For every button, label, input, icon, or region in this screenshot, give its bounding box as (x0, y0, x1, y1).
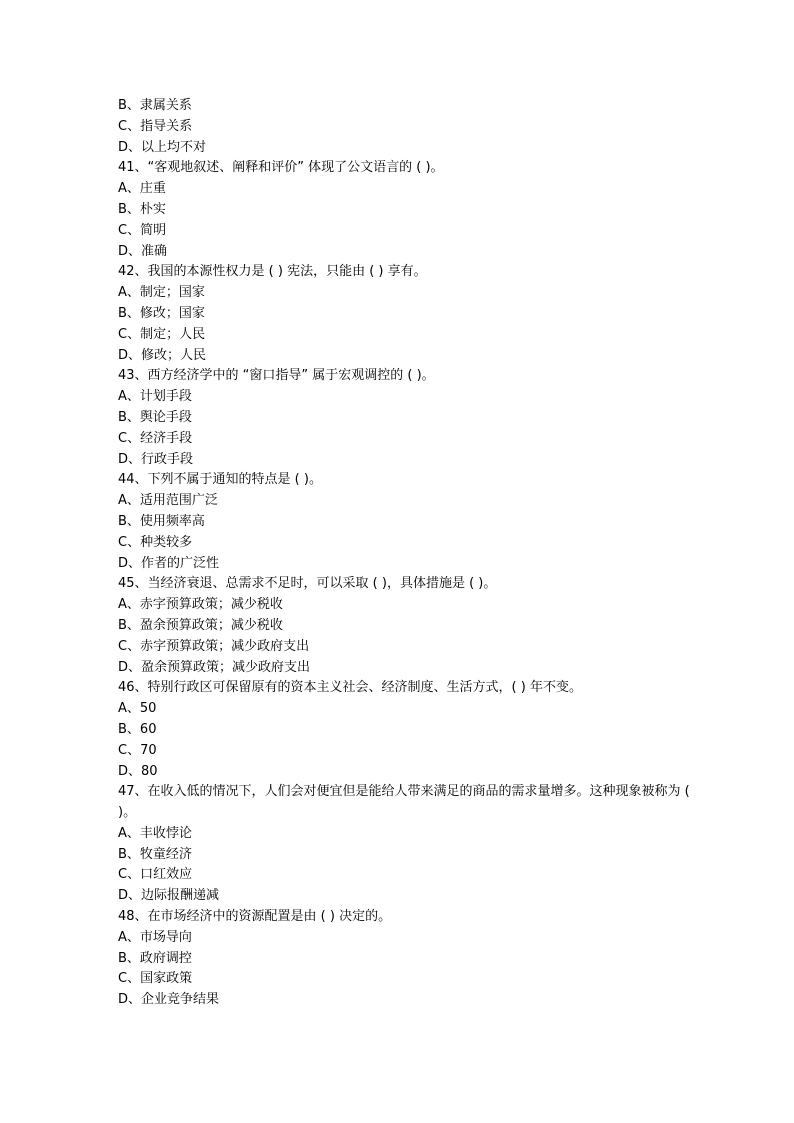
option-line: C、口红效应 (118, 867, 193, 883)
option-line: A、丰收悖论 (118, 825, 192, 841)
option-line: B、修改；国家 (118, 305, 205, 321)
option-line: D、作者的广泛性 (118, 555, 220, 571)
option-line: C、国家政策 (118, 971, 193, 987)
option-line: B、牧童经济 (118, 846, 192, 862)
question-43: 43、西方经济学中的 “窗口指导” 属于宏观调控的 ( )。 (118, 368, 435, 384)
question-44: 44、下列不属于通知的特点是 ( )。 (118, 472, 322, 488)
option-line: B、舆论手段 (118, 409, 192, 425)
option-line: A、庄重 (118, 181, 166, 197)
option-line: C、经济手段 (118, 430, 193, 446)
option-line: C、70 (118, 742, 157, 758)
question-46: 46、特别行政区可保留原有的资本主义社会、经济制度、生活方式，( ) 年不变。 (118, 680, 582, 696)
option-line: D、边际报酬递减 (118, 888, 220, 904)
option-line: B、60 (118, 721, 157, 737)
option-line: B、使用频率高 (118, 513, 205, 529)
option-line: D、企业竞争结果 (118, 992, 220, 1008)
option-line: B、隶属关系 (118, 98, 192, 113)
option-line: C、简明 (118, 222, 167, 238)
option-line: A、计划手段 (118, 389, 192, 405)
option-line: C、制定；人民 (118, 326, 206, 342)
question-41: 41、“客观地叙述、阐释和评价” 体现了公文语言的 ( )。 (118, 160, 444, 176)
option-line: C、指导关系 (118, 118, 193, 134)
option-line: D、修改；人民 (118, 347, 207, 363)
option-line: B、政府调控 (118, 950, 192, 966)
question-47: 47、在收入低的情况下，人们会对便宜但是能给人带来满足的商品的需求量增多。这种现象被称为 ( )。 (118, 784, 690, 821)
option-line: C、种类较多 (118, 534, 193, 550)
question-48: 48、在市场经济中的资源配置是由 ( ) 决定的。 (118, 909, 392, 925)
option-line: B、朴实 (118, 201, 166, 217)
option-line: A、50 (118, 701, 157, 717)
option-line: D、行政手段 (118, 451, 194, 467)
option-line: C、赤字预算政策；减少政府支出 (118, 638, 310, 654)
option-line: A、制定；国家 (118, 285, 205, 301)
question-45: 45、当经济衰退、总需求不足时，可以采取 ( )，具体措施是 ( )。 (118, 576, 497, 592)
document-page (118, 96, 698, 1011)
option-line: D、准确 (118, 243, 168, 259)
option-line: A、适用范围广泛 (118, 493, 218, 509)
option-line: A、赤字预算政策；减少税收 (118, 597, 283, 613)
option-line: D、以上均不对 (118, 139, 207, 155)
option-line: B、盈余预算政策；减少税收 (118, 617, 283, 633)
question-42: 42、我国的本源性权力是 ( ) 宪法，只能由 ( ) 享有。 (118, 264, 427, 280)
option-line: D、盈余预算政策；减少政府支出 (118, 659, 311, 675)
option-line: D、80 (118, 763, 158, 779)
option-line: A、市场导向 (118, 929, 192, 945)
